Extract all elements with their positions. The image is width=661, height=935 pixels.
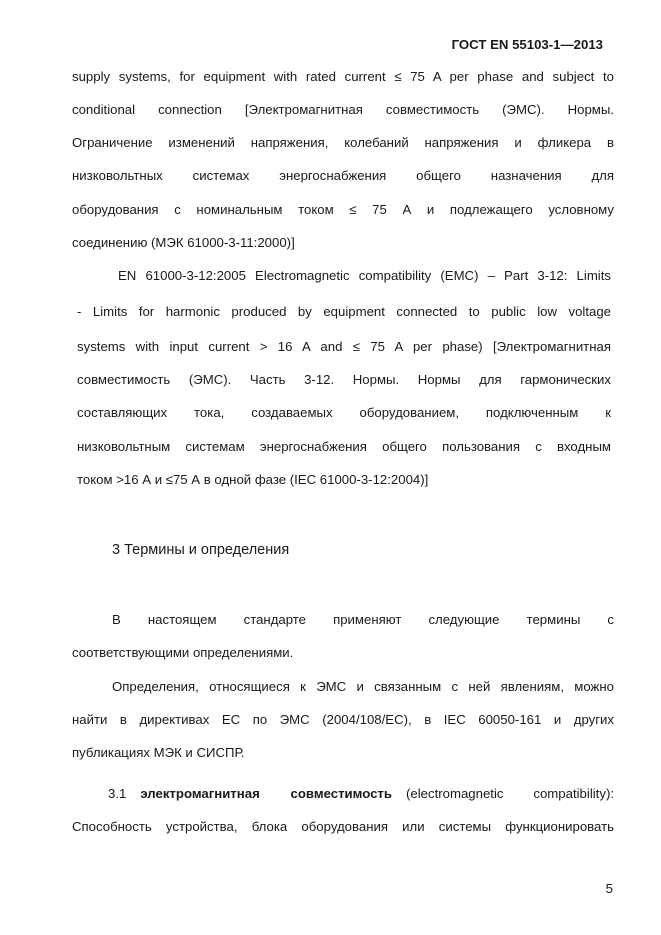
term-ru: электромагнитная совместимость (140, 786, 392, 801)
term-definition-line: Способность устройства, блока оборудования или системы функционировать (72, 819, 614, 834)
ref2-line-1: EN 61000-3-12:2005 Electromagnetic compatibility (EMC) – Part 3-12: Limits (118, 268, 611, 283)
ref1-line-5: оборудования с номинальным током ≤ 75 А и подлежащего условному (72, 202, 614, 217)
page-number: 5 (605, 881, 613, 896)
para2-line-3: публикациях МЭК и СИСПР. (72, 745, 245, 760)
para1-line-1: В настоящем стандарте применяют следующие термины с (112, 612, 614, 627)
ref2-line-6: низковольтным системам энергоснабжения общего пользования с входным (77, 439, 611, 454)
ref1-line-4: низковольтных системах энергоснабжения общего назначения для (72, 168, 614, 183)
term-en: (electromagnetic compatibility): (406, 786, 614, 801)
ref1-line-2: conditional connection [Электромагнитная совместимость (ЭМС). Нормы. (72, 102, 614, 117)
term-line (108, 786, 614, 802)
ref2-line-4: совместимость (ЭМС). Часть 3-12. Нормы. Нормы для гармонических (77, 372, 611, 387)
ref1-line-1: supply systems, for equipment with rated current ≤ 75 A per phase and subject to (72, 69, 614, 84)
ref2-line-2: - Limits for harmonic produced by equipment connected to public low voltage (77, 304, 611, 319)
ref1-line-6: соединению (МЭК 61000-3-11:2000)] (72, 235, 295, 250)
document-code-header: ГОСТ EN 55103-1—2013 (451, 37, 603, 52)
ref1-line-3: Ограничение изменений напряжения, колебаний напряжения и фликера в (72, 135, 614, 150)
para2-line-1: Определения, относящиеся к ЭМС и связанным с ней явлениям, можно (112, 679, 614, 694)
ref2-line-3: systems with input current > 16 A and ≤ 75 A per phase) [Электромагнитная (77, 339, 611, 354)
para2-line-2: найти в директивах ЕС по ЭМС (2004/108/ЕС), в IEC 60050-161 и других (72, 712, 614, 727)
ref2-line-5: составляющих тока, создаваемых оборудованием, подключенным к (77, 405, 611, 420)
term-number: 3.1 (108, 786, 127, 801)
section-title: 3 Термины и определения (112, 542, 290, 558)
ref2-line-7: током >16 А и ≤75 А в одной фазе (IEC 61000-3-12:2004)] (77, 472, 429, 487)
para1-line-2: соответствующими определениями. (72, 645, 294, 660)
